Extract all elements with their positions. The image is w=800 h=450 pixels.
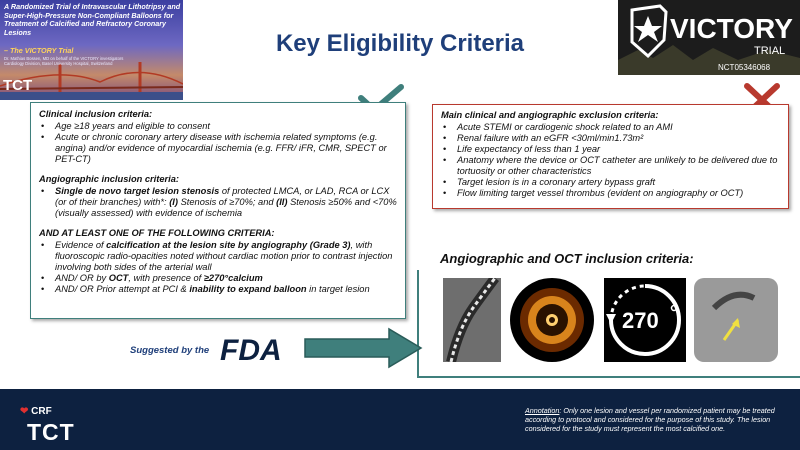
clinical-inclusion-list xyxy=(39,121,397,165)
one-of-following-heading: AND AT LEAST ONE OF THE FOLLOWING CRITERIA: xyxy=(39,228,275,238)
victory-logo-graphic xyxy=(618,0,800,75)
oct-cross-section-image xyxy=(510,278,594,362)
clinical-inclusion-heading: Clinical inclusion criteria: xyxy=(39,109,153,119)
list-item: • Single de novo target lesion stenosis of protected LMCA, or LAD, RCA or LCX (or of their branches) with*: (I) Stenosis of ≥70%; and (II) Stenosis ≥50% and <70% (visually assessed) with evidence of ischemia xyxy=(39,186,397,219)
angiographic-inclusion-heading: Angiographic inclusion criteria: xyxy=(39,174,179,184)
list-item: • AND/ OR Prior attempt at PCI & inability to expand balloon in target lesion xyxy=(39,284,397,295)
exclusion-heading: Main clinical and angiographic exclusion criteria: xyxy=(441,110,659,120)
banner-tct-logo: TCT xyxy=(3,77,33,94)
exclusion-list xyxy=(441,122,780,199)
arrow-right-icon xyxy=(303,327,423,369)
calcium-arc-270-icon xyxy=(604,278,686,362)
annotation-text: Annotation: Only one lesion and vessel per randomized patient may be treated according to protocol and considered for the purpose of this study. The lesion considered for the study must represent the most calcified one. xyxy=(525,406,775,434)
list-item: • AND/ OR by OCT, with presence of ≥270°calcium xyxy=(39,273,397,284)
fda-logo xyxy=(218,330,290,366)
list-item: • Evidence of calcification at the lesion site by angiography (Grade 3), with fluoroscopic radio-opacities noted without cardiac motion prior to contrast injection involving both sides of the arterial wall xyxy=(39,240,397,273)
banner-trial-name: – The VICTORY Trial xyxy=(4,46,74,55)
list-item: • Life expectancy of less than 1 year xyxy=(441,144,780,155)
list-item: • Flow limiting target vessel thrombus (evident on angiography or OCT) xyxy=(441,188,780,199)
fda-logo-text: FDA xyxy=(220,334,282,366)
list-item: • Anatomy where the device or OCT catheter are unlikely to be delivered due to tortuosity or other characteristics xyxy=(441,155,780,177)
crf-logo: ❤ CRF xyxy=(20,406,52,417)
oct-inclusion-heading: Angiographic and OCT inclusion criteria: xyxy=(440,251,694,266)
suggested-by-label: Suggested by the xyxy=(130,345,210,356)
exclusion-criteria-box xyxy=(432,104,789,209)
list-item: • Acute or chronic coronary artery disease with ischemia related symptoms (e.g. angina) and/or evidence of myocardial ischemia (e.g. FFR/ iFR, CMR, SPECT or PET-CT) xyxy=(39,132,397,165)
victory-logo xyxy=(618,0,800,75)
list-item: • Age ≥18 years and eligible to consent xyxy=(39,121,397,132)
inclusion-criteria-box xyxy=(30,102,406,319)
footer-bar xyxy=(0,389,800,450)
angiography-image xyxy=(443,278,501,362)
victory-logo-sub: TRIAL xyxy=(754,45,786,57)
tct-logo: TCT xyxy=(27,419,75,445)
nct-number: NCT05346068 xyxy=(718,63,771,72)
banner-title: A Randomized Trial of Intravascular Lithotripsy and Super-High-Pressure Non-Compliant Balloons for Treatment of Calcified and Refractory Coronary Lesions xyxy=(4,2,181,37)
list-item: • Renal failure with an eGFR <30ml/min1.73m² xyxy=(441,133,780,144)
angiography-arrow-image xyxy=(694,278,778,362)
victory-logo-text: VICTORY xyxy=(670,13,793,44)
calcium-arc-degrees: 270 xyxy=(622,308,659,333)
trial-banner xyxy=(0,0,183,100)
banner-authors: Dr. Mathias Bossen, MD on behalf of the VICTORY investigators Cardiology Division, Basel University Hospital, Switzerland xyxy=(4,56,124,66)
page-title: Key Eligibility Criteria xyxy=(275,30,525,57)
list-item: • Acute STEMI or cardiogenic shock related to an AMI xyxy=(441,122,780,133)
list-item: • Target lesion is in a coronary artery bypass graft xyxy=(441,177,780,188)
